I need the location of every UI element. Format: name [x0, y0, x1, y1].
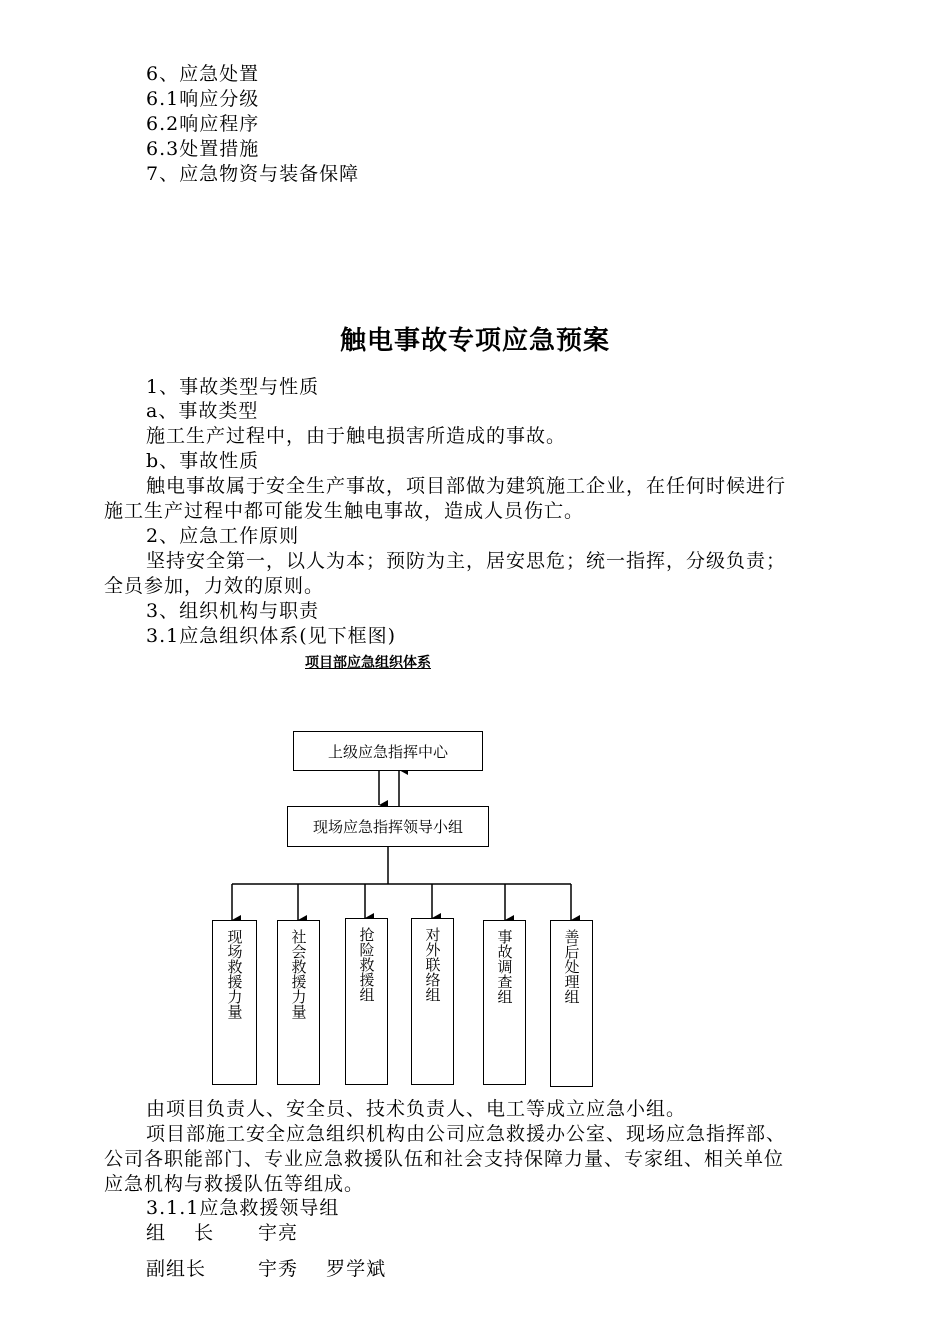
org-box-sub-label: 对外联络组 [423, 927, 442, 1002]
org-box-sub [550, 920, 593, 1087]
paragraph: 施工生产过程中都可能发生触电事故，造成人员伤亡。 [104, 500, 585, 522]
paragraph: 触电事故属于安全生产事故，项目部做为建筑施工企业，在任何时候进行 [146, 475, 787, 497]
org-box-top: 上级应急指挥中心 [293, 731, 483, 771]
section-heading: 3、组织机构与职责 [146, 600, 320, 622]
paragraph: 项目部施工安全应急组织机构由公司应急救援办公室、现场应急指挥部、 [146, 1123, 787, 1145]
org-box-sub-label: 善后处理组 [562, 929, 581, 1004]
leader-label: 组 长 [146, 1222, 215, 1244]
org-box-sub [345, 918, 388, 1085]
paragraph: 应急机构与救援队伍等组成。 [104, 1173, 365, 1195]
paragraph: 施工生产过程中，由于触电损害所造成的事故。 [146, 425, 567, 447]
org-box-sub [277, 920, 320, 1085]
org-box-sub-label: 社会救援力量 [289, 929, 308, 1019]
section-heading: 1、事故类型与性质 [146, 376, 320, 398]
org-box-middle: 现场应急指挥领导小组 [287, 806, 489, 847]
toc-item: 6.3处置措施 [146, 138, 260, 160]
paragraph: 公司各职能部门、专业应急救援队伍和社会支持保障力量、专家组、相关单位 [104, 1148, 785, 1170]
org-box-sub-label: 现场救援力量 [225, 929, 244, 1019]
document-title: 触电事故专项应急预案 [339, 326, 610, 356]
section-heading: a、事故类型 [146, 400, 259, 422]
org-box-sub [411, 918, 454, 1085]
org-box-sub-label: 抢险救援组 [357, 927, 376, 1002]
toc-item: 6、应急处置 [146, 63, 260, 85]
toc-item: 6.2响应程序 [146, 113, 260, 135]
paragraph: 全员参加，力效的原则。 [104, 575, 325, 597]
org-box-sub [483, 920, 526, 1085]
section-heading: b、事故性质 [146, 450, 260, 472]
org-box-sub-label: 事故调查组 [495, 929, 514, 1004]
org-chart-title: 项目部应急组织体系 [305, 655, 431, 671]
section-heading: 3.1.1应急救援领导组 [146, 1197, 340, 1219]
deputy-label: 副组长 [146, 1258, 207, 1280]
paragraph: 由项目负责人、安全员、技术负责人、电工等成立应急小组。 [146, 1098, 687, 1120]
section-heading: 3.1应急组织体系(见下框图) [146, 625, 397, 647]
deputy-names: 宇秀 罗学斌 [258, 1258, 387, 1280]
org-box-sub [212, 920, 257, 1085]
section-heading: 2、应急工作原则 [146, 525, 300, 547]
toc-item: 7、应急物资与装备保障 [146, 163, 360, 185]
leader-name: 宇亮 [258, 1222, 299, 1244]
paragraph: 坚持安全第一，以人为本；预防为主，居安思危；统一指挥，分级负责； [146, 550, 787, 572]
toc-item: 6.1响应分级 [146, 88, 260, 110]
